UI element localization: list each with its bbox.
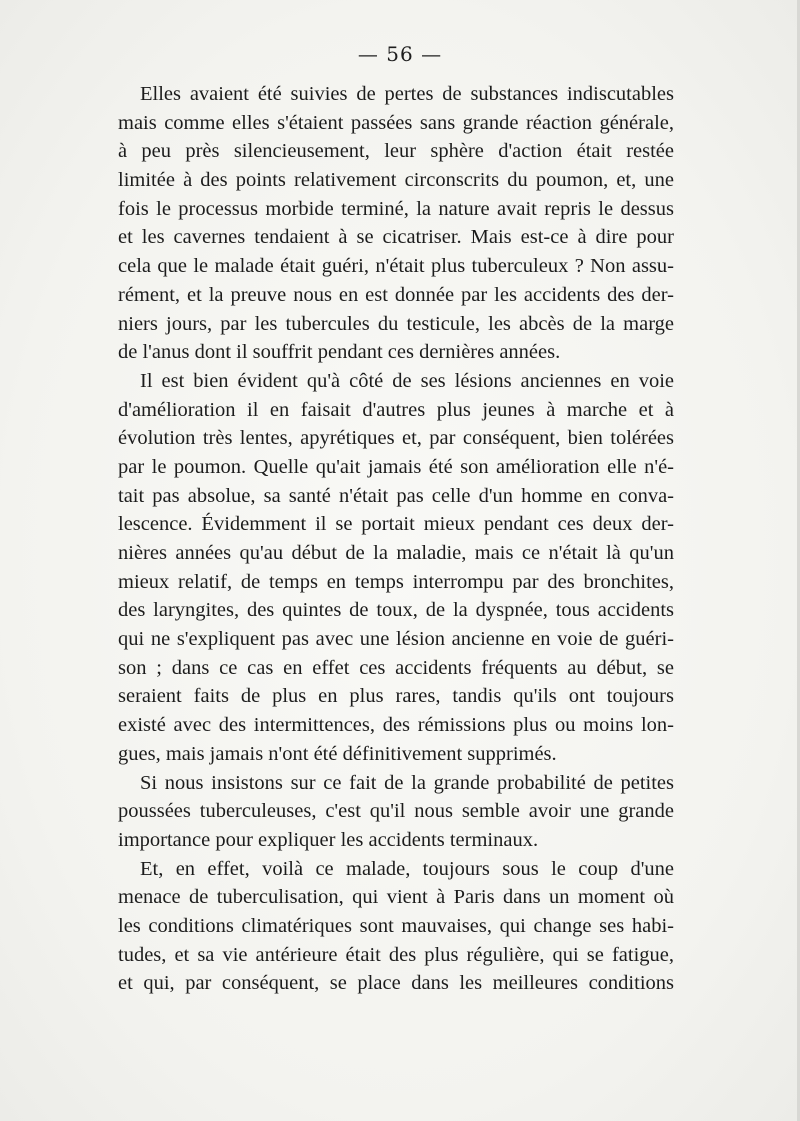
page-number: — 56 — [357,42,443,66]
text-line: Et, en effet, voilà ce malade, toujours sous le coup d'une [140,857,674,880]
text-line: niers jours, par les tubercules du testicule, les abcès de la marge [118,312,674,335]
text-line: cela que le malade était guéri, n'était plus tuberculeux ? Non assu- [118,255,674,278]
paragraph [118,80,674,367]
text-line: par le poumon. Quelle qu'ait jamais été son amélioration elle n'é- [118,455,674,478]
text-line: limitée à des points relativement circonscrits du poumon, et, une [118,169,674,192]
text-line: tudes, et sa vie antérieure était des plus régulière, qui se fatigue, [118,943,674,966]
text-line: son ; dans ce cas en effet ces accidents fréquents au début, se [118,656,674,679]
text-line: Si nous insistons sur ce fait de la grande probabilité de petites [140,771,674,794]
text-line: mais comme elles s'étaient passées sans grande réaction générale, [118,111,674,134]
text-line: évolution très lentes, apyrétiques et, par conséquent, bien tolérées [118,427,674,450]
text-line: à peu près silencieusement, leur sphère d'action était restée [118,140,674,163]
text-line: de l'anus dont il souffrit pendant ces dernières années. [118,341,561,364]
text-line: Elles avaient été suivies de pertes de substances indiscutables [140,83,674,105]
paragraph [118,769,674,855]
paragraph [118,855,674,998]
text-line: et qui, par conséquent, se place dans les meilleures conditions [118,972,674,995]
text-line: mieux relatif, de temps en temps interrompu par des bronchites, [118,570,674,593]
text-line: Il est bien évident qu'à côté de ses lésions anciennes en voie [140,369,674,392]
text-line: gues, mais jamais n'ont été définitivement supprimés. [118,742,557,765]
text-line: poussées tuberculeuses, c'est qu'il nous semble avoir une grande [118,800,674,823]
text-line: fois le processus morbide terminé, la nature avait repris le dessus [118,197,674,220]
text-line: menace de tuberculisation, qui vient à Paris dans un moment où [118,886,674,909]
text-line: lescence. Évidemment il se portait mieux pendant ces deux der- [118,513,674,536]
paragraph [118,367,674,769]
body-text [118,80,674,998]
text-line: des laryngites, des quintes de toux, de la dyspnée, tous accidents [118,599,674,622]
text-line: rément, et la preuve nous en est donnée par les accidents des der- [118,283,674,306]
text-line: qui ne s'expliquent pas avec une lésion ancienne en voie de guéri- [118,628,674,651]
text-line: d'amélioration il en faisait d'autres plus jeunes à marche et à [118,398,674,421]
text-line: nières années qu'au début de la maladie, mais ce n'était là qu'un [118,542,674,564]
text-line: tait pas absolue, sa santé n'était pas celle d'un homme en conva- [118,484,674,507]
text-line: et les cavernes tendaient à se cicatriser. Mais est-ce à dire pour [118,226,674,249]
text-line: les conditions climatériques sont mauvaises, qui change ses habi- [118,914,674,937]
text-line: seraient faits de plus en plus rares, tandis qu'ils ont toujours [118,685,674,708]
text-line: existé avec des intermittences, des rémissions plus ou moins lon- [118,714,674,737]
text-line: importance pour expliquer les accidents terminaux. [118,828,539,851]
